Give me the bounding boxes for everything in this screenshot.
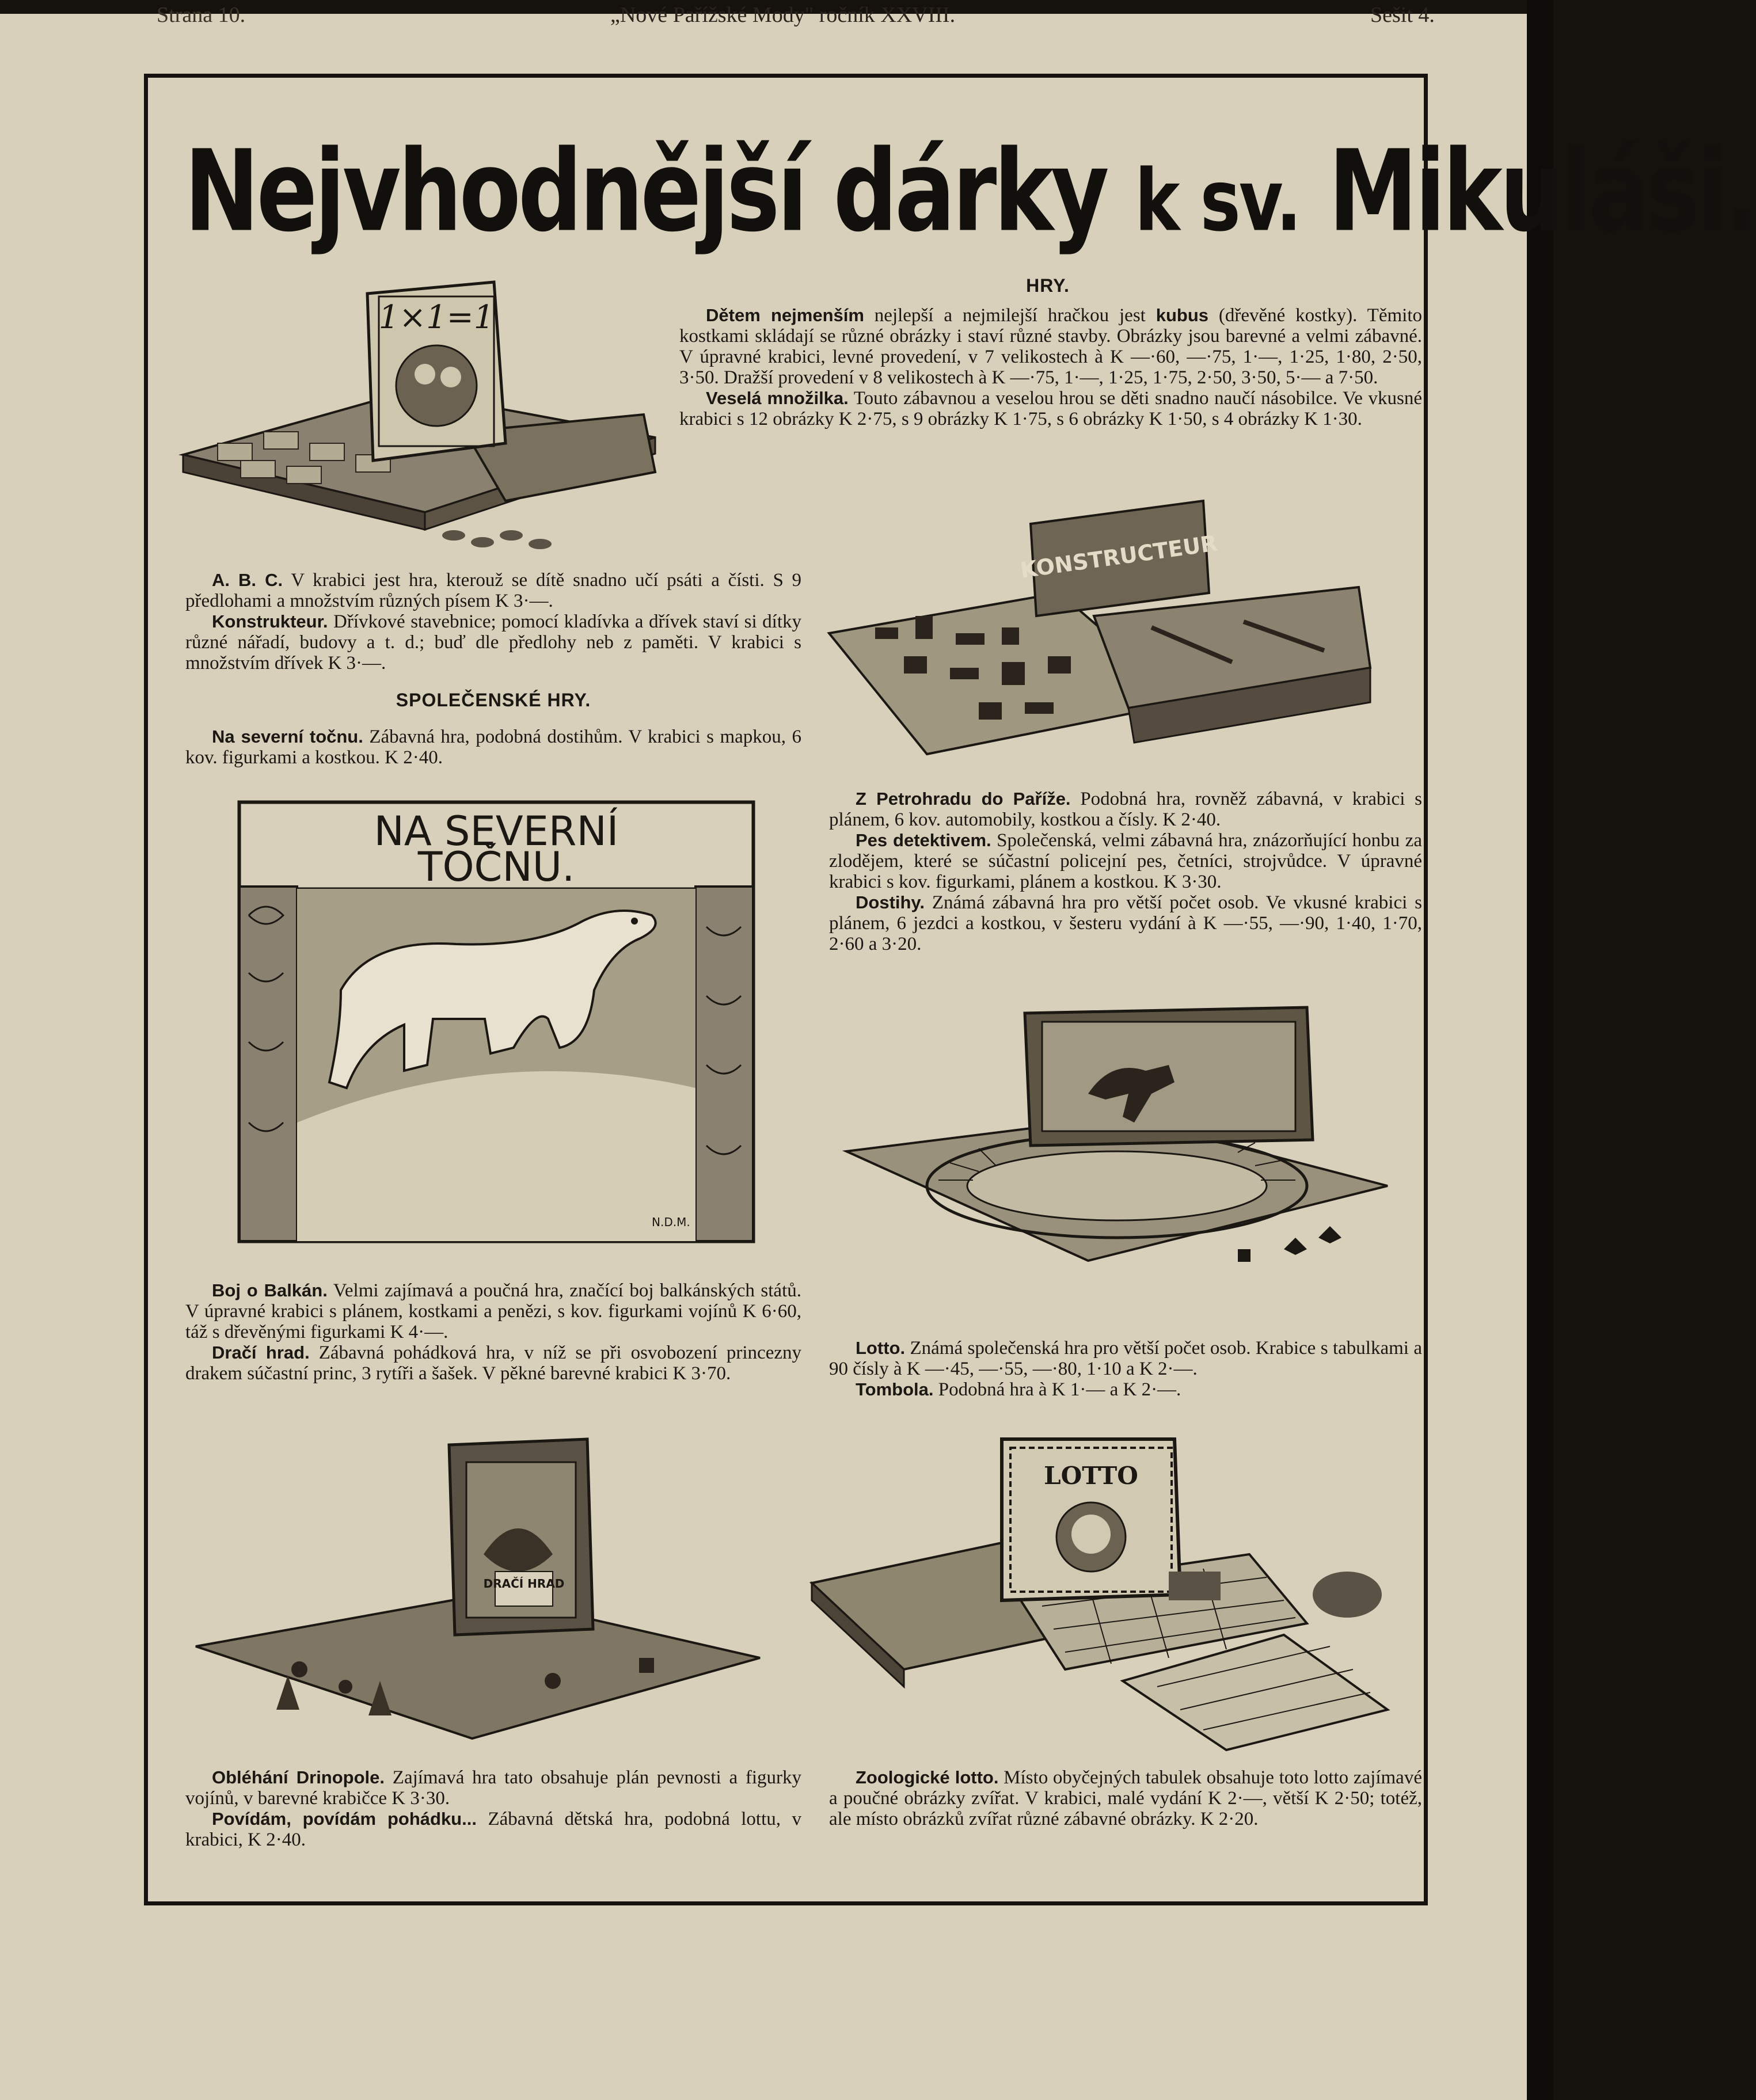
boj-text: Velmi zajímavá a poučná hra, značící boj balkánských států. V úpravné krabici s plánem, kostkami a penězi, s kov. figurkami vojínů K 6·60, táž s dřevěnými figurkami K 4·—.: [185, 1280, 801, 1342]
tombola-name: Tombola.: [856, 1379, 934, 1399]
hry-heading: HRY.: [1026, 275, 1070, 296]
na-severni-box-line1: NA SEVERNÍ: [374, 808, 619, 855]
kubus-paragraph: [679, 305, 1422, 429]
konstructeur-illustration: [829, 484, 1382, 783]
headline-part2: k sv.: [1135, 151, 1300, 250]
konstructeur-box-label: KONSTRUCTEUR: [1018, 530, 1219, 583]
konstrukteur-text: Dřívkové stavebnice; pomocí kladívka a dřívek staví si dítky různé nářadí, budovy a t. d.; buď dle předlohy neb z paměti. V krabici s množstvím dřívek K 3·—.: [185, 611, 801, 674]
kubus-box-illustration: [183, 271, 661, 558]
boj-name: Boj o Balkán.: [212, 1280, 328, 1300]
zoo-name: Zoologické lotto.: [856, 1767, 999, 1787]
kubus-box-label: 1×1=1: [378, 299, 495, 336]
petrohrad-pes-dostihy-paragraph: [829, 789, 1422, 954]
oblehani-name: Obléhání Drinopole.: [212, 1767, 385, 1787]
abc-konstrukteur-paragraph: [185, 570, 801, 674]
zoologicke-lotto-paragraph: [829, 1767, 1422, 1829]
lotto-text: Známá společenská hra pro větší počet osob. Krabice s tabulkami a 90 čísly à K —·45, —·55, —·80, 1·10 a K 2·—.: [829, 1338, 1422, 1379]
draci-text: Zábavná pohádková hra, v níž se při osvobození princezny drakem súčastní princ, 3 rytíři a šašek. V pěkné barevné krabici K 3·70.: [185, 1342, 801, 1384]
petrohrad-name: Z Petrohradu do Paříže.: [856, 789, 1071, 809]
lotto-illustration: [812, 1439, 1411, 1762]
lotto-tombola-paragraph: [829, 1338, 1422, 1400]
pes-text: Společenská, velmi zábavná hra, znázorňující honbu za zlodějem, které se súčastní policejní pes, četníci, strojvůdce. V úpravné krabici s kov. figurkami, plánem a kostkou. K 3·30.: [829, 830, 1422, 892]
povidam-text: Zábavná dětská hra, podobná lottu, v krabici, K 2·40.: [185, 1809, 801, 1850]
petrohrad-text: Podobná hra, rovněž zábavná, v krabici s plánem, 6 kov. automobily, kostkou a čísly. K 2·40.: [829, 789, 1422, 830]
lotto-name: Lotto.: [856, 1338, 906, 1358]
draci-hrad-illustration: [196, 1439, 760, 1762]
headline-part1: Nejvhodnější dárky: [184, 125, 1107, 257]
povidam-name: Povídám, povídám pohádku...: [212, 1809, 477, 1829]
page-number: Strana 10.: [157, 3, 246, 27]
tombola-text: Podobná hra à K 1·— a K 2·—.: [933, 1379, 1181, 1400]
headline: [184, 105, 1756, 277]
abc-text: V krabici jest hra, kterouž se dítě snadno učí psáti a čísti. S 9 předlohami a množstvím různých písem K 3·—.: [185, 570, 801, 611]
na-severni-box-line2: TOČNU.: [417, 843, 575, 891]
kubus-text2: (dřevěné kostky). Těmito kostkami skládají se různé obrázky i staví různé stavby. Obrázky jsou barevné a velmi zábavné. V úpravné krabici, levné provedení, v 7 velikostech à K —·60, —·75, 1·—, 1·25, 1·80, 2·50, 3·50. Dražší provedení v 8 velikostech à K —·75, 1·—, 1·25, 1·75, 2·50, 3·50, 5·— a 7·50.: [679, 305, 1422, 388]
vesela-name: Veselá množilka.: [706, 388, 849, 408]
kubus-text: nejlepší a nejmilejší hračkou jest: [864, 305, 1156, 326]
oblehani-povidam-paragraph: [185, 1767, 801, 1850]
dostihy-illustration: [846, 1007, 1411, 1307]
na-severni-signature: N.D.M.: [652, 1215, 690, 1229]
dostihy-text: Známá zábavná hra pro větší počet osob. Ve vkusné krabici s plánem, 6 jezdci a kostkou, v šesteru vydání à K —·55, —·90, 1·40, 1·70, 2·60 a 3·20.: [829, 892, 1422, 954]
lotto-box-label: LOTTO: [1044, 1462, 1138, 1490]
na-severni-tocnu-illustration: [237, 800, 755, 1243]
boj-draci-paragraph: [185, 1280, 801, 1384]
draci-name: Dračí hrad.: [212, 1342, 310, 1363]
kubus-name: Dětem nejmenším: [706, 305, 864, 325]
vesela-text: Touto zábavnou a veselou hrou se děti snadno naučí násobilce. Ve vkusné krabici s 12 obrázky K 2·75, s 9 obrázky K 1·75, s 6 obrázky K 1·50, s 4 obrázky K 1·30.: [679, 388, 1422, 429]
na-severni-name: Na severní točnu.: [212, 726, 363, 747]
issue-number: Sešit 4.: [1370, 3, 1435, 27]
oblehani-text: Zajímavá hra tato obsahuje plán pevnosti a figurky vojínů, v barevné krabičce K 3·30.: [185, 1767, 802, 1809]
pes-name: Pes detektivem.: [856, 830, 991, 850]
dostihy-name: Dostihy.: [856, 892, 925, 912]
kubus-bold: kubus: [1156, 305, 1208, 325]
magazine-title: „Nové Pařížské Mody" ročník XXVIII.: [610, 3, 956, 27]
page-edge: [1527, 0, 1553, 2100]
headline-part3: Mikuláši.: [1328, 125, 1756, 257]
na-severni-paragraph: [185, 726, 801, 768]
abc-name: A. B. C.: [212, 570, 283, 590]
spolecenske-hry-heading: SPOLEČENSKÉ HRY.: [396, 690, 591, 710]
zoo-text: Místo obyčejných tabulek obsahuje toto lotto zajímavé a poučné obrázky zvířat. V krabici, malé vydání K 2·—, větší K 2·50; totéž, ale místo obrázků zvířat různé zábavné obrázky. K 2·20.: [829, 1767, 1422, 1829]
konstrukteur-name: Konstrukteur.: [212, 611, 328, 631]
draci-hrad-box-label: DRAČÍ HRAD: [483, 1577, 565, 1591]
na-severni-text: Zábavná hra, podobná dostihům. V krabici s mapkou, 6 kov. figurkami a kostkou. K 2·40.: [185, 726, 801, 768]
